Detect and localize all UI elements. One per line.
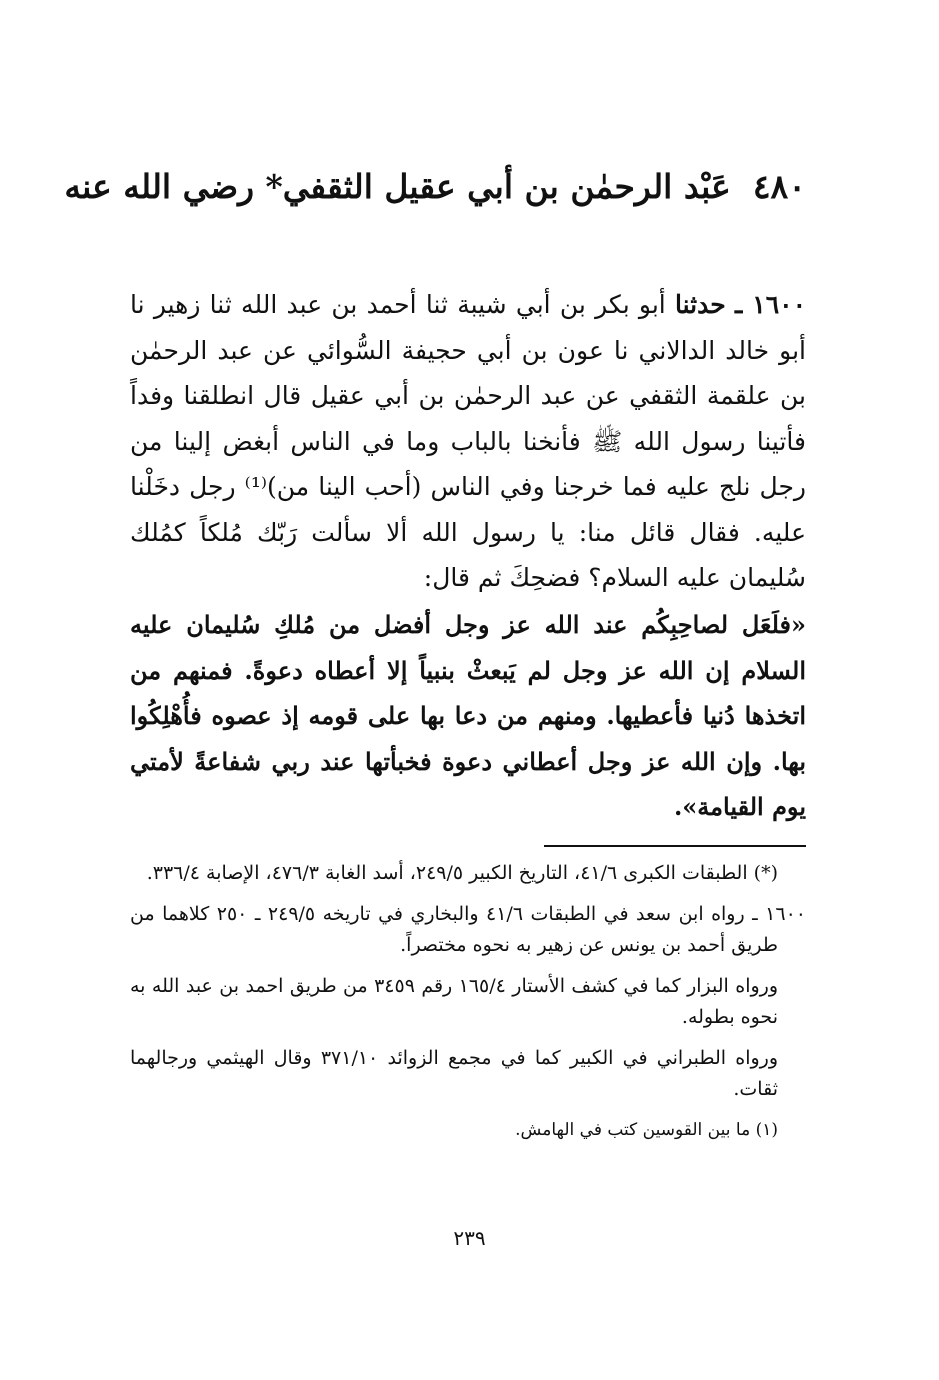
footnote-margin-note: (١) ما بين القوسين كتب في الهامش. [515,1120,778,1140]
chapter-number: ٤٨٠ [752,167,806,206]
hadith-opening-word: حدثنا [674,290,726,319]
footnote-biography: (*) الطبقات الكبرى ٤١/٦، التاريخ الكبير ٢٤٩/٥، أسد الغابة ٤٧٦/٣، الإصابة ٣٣٦/٤. [146,862,778,884]
hadith-narration-text: أبو بكر بن أبي شيبة ثنا أحمد بن عبد الله ثنا زهير نا أبو خالد الدالاني نا عون بن أبي حجيفة السُّوائي عن عبد الرحمٰن بن علقمة الثقفي عن عبد الرحمٰن بن أبي عقيل قال انطلقنا وفداً فأتينا رسول الله ﷺ فأنخنا بالباب وما في الناس أبغض إلينا من رجل نلج عليه فما خرجنا وفي الناس (أحب الينا من)⁽¹⁾ رجل دخَلْنا عليه. فقال قائل منا: يا رسول الله ألا سألت رَبّك مُلكاً كمُلك سُليمان عليه السلام؟ فضحِكَ ثم قال: [130,290,806,592]
prophetic-saying: «فلَعَل لصاحِبِكُم عند الله عز وجل أفضل من مُلكِ سُليمان عليه السلام إن الله عز وجل لم يَبعثْ بنبياً إلا أعطاه دعوةً. فمنهم من اتخذها دُنيا فأعطيها. ومنهم من دعا بها على قومه إذ عصوه فأُهْلِكُوا بها. وإن الله عز وجل أعطاني دعوة فخبأتها عند ربي شفاعةً لأمتي يوم القيامة». [130,610,807,821]
footnote-separator [544,845,806,847]
footnotes [130,858,806,1156]
footnote-takhrij-3: ورواه الطبراني في الكبير كما في مجمع الزوائد ٣٧١/١٠ وقال الهيثمي ورجالهما ثقات. [130,1047,778,1100]
hadith-number: ١٦٠٠ ـ [734,290,806,319]
chapter-title: عَبْد الرحمٰن بن أبي عقيل الثقفي* رضي الله عنه [64,167,731,206]
chapter-heading [64,152,806,222]
page-number: ٢٣٩ [453,1226,486,1250]
hadith-isnad-paragraph [130,282,806,601]
footnote-takhrij-1: ١٦٠٠ ـ رواه ابن سعد في الطبقات ٤١/٦ والبخاري في تاريخه ٢٤٩/٥ ـ ٢٥٠ كلاهما من طريق أحمد بن يونس عن زهير به نحوه مختصراً. [130,903,806,956]
footnote-takhrij-2: ورواه البزار كما في كشف الأستار ١٦٥/٤ رقم ٣٤٥٩ من طريق احمد بن عبد الله به نحوه بطوله. [130,975,778,1028]
